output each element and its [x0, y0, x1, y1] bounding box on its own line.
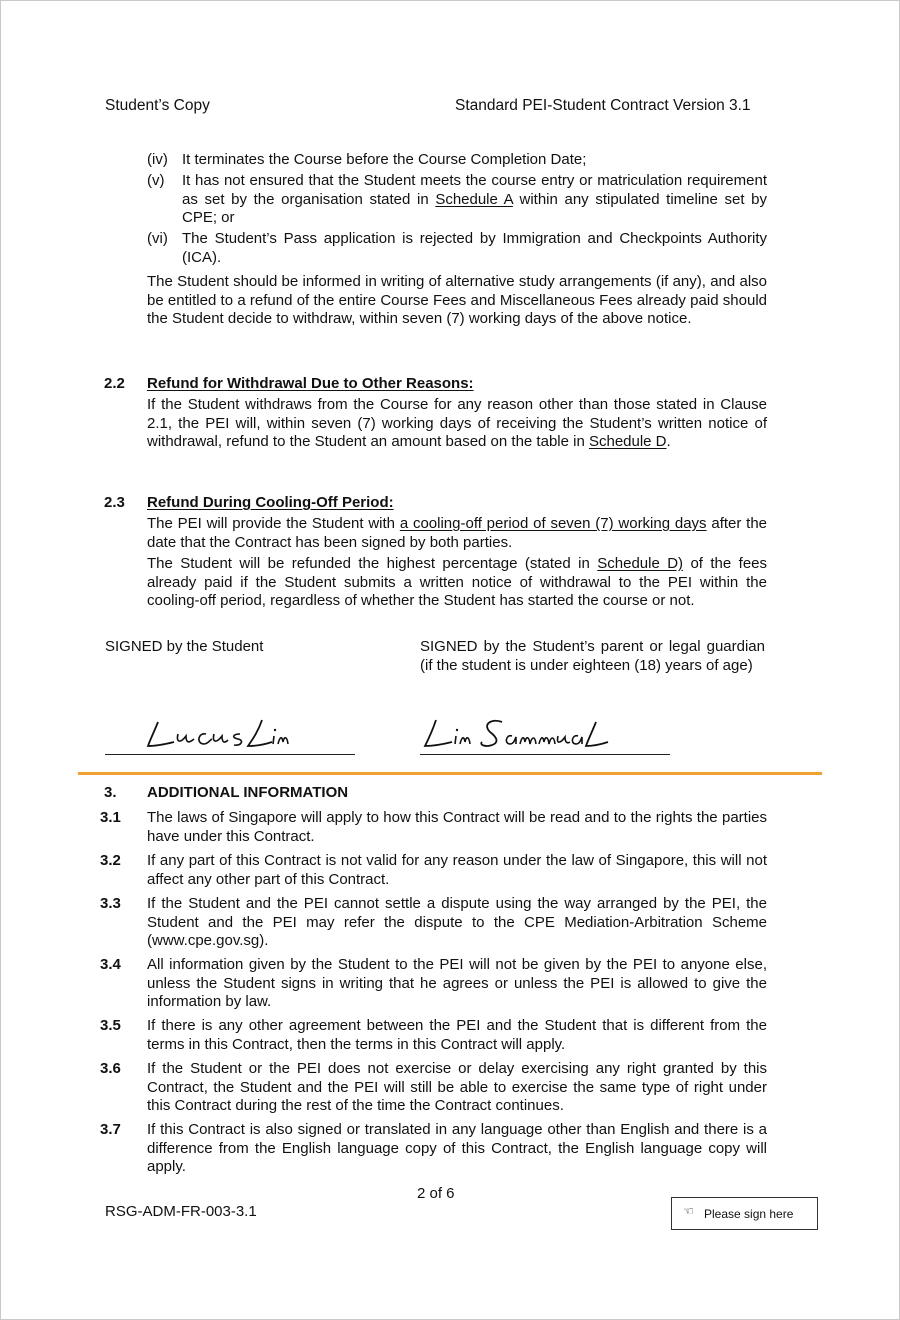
clause-text: The laws of Singapore will apply to how this Contract will be read and to the rights the parties have under this Contract. — [147, 809, 767, 845]
clause-text: If there is any other agreement between the PEI and the Student that is different from the terms in this Contract, then the terms in this Contract will apply. — [147, 1017, 767, 1053]
cooling-off-link: a cooling-off period of seven (7) working days — [399, 515, 707, 532]
paragraph-informed: The Student should be informed in writing of alternative study arrangements (if any), and also be entitled to a refund of the entire Course Fees and Miscellaneous Fees already paid should the Student decide to withdraw, within seven (7) working days of the above notice. — [147, 273, 767, 328]
clause-number: 3.2 — [100, 852, 121, 869]
clause-text: If the Student and the PEI cannot settle a dispute using the way arranged by the PEI, the Student and the PEI may refer the dispute to the CPE Mediation-Arbitration Scheme (www.cpe.gov.sg). — [147, 895, 767, 950]
guardian-signature-label: SIGNED by the Student’s parent or legal guardian (if the student is under eighteen (18) years of age) — [420, 638, 765, 674]
list-item-text: The Student’s Pass application is rejected by Immigration and Checkpoints Authority (ICA). — [182, 230, 767, 266]
please-sign-label: Please sign here — [704, 1207, 794, 1221]
header-right: Standard PEI-Student Contract Version 3.1 — [455, 97, 751, 114]
pointing-hand-icon: ☜ — [683, 1204, 694, 1218]
clause-text: If the Student or the PEI does not exercise or delay exercising any right granted by this Contract, the Student and the PEI will still be able to exercise the same type of right under this Contract during the rest of the time the Contract continues. — [147, 1060, 767, 1115]
list-item-text: It has not ensured that the Student meets the course entry or matriculation requirement as set by the organisation stated in Schedule A within any stipulated timeline set by CPE; or — [182, 172, 767, 227]
section-2-2-number: 2.2 — [104, 375, 125, 392]
schedule-d-link[interactable]: Schedule D — [588, 433, 667, 451]
section-2-3-title: Refund During Cooling-Off Period: — [147, 494, 394, 511]
clause-number: 3.6 — [100, 1060, 121, 1077]
student-signature-label: SIGNED by the Student — [105, 638, 264, 655]
clause-text: If this Contract is also signed or translated in any language other than English and there is a difference from the English language copy of this Contract, the English language copy will apply. — [147, 1121, 767, 1176]
section-divider — [78, 772, 822, 775]
list-item-number: (v) — [147, 172, 165, 189]
list-item-number: (iv) — [147, 151, 168, 168]
student-signature — [140, 706, 290, 754]
header-left: Student’s Copy — [105, 97, 210, 114]
form-code: RSG-ADM-FR-003-3.1 — [105, 1203, 257, 1220]
clause-text: All information given by the Student to the PEI will not be given by the PEI to anyone else, unless the Student signs in writing that he agrees or unless the PEI is allowed to give the information by law. — [147, 956, 767, 1011]
clause-number: 3.7 — [100, 1121, 121, 1138]
section-3-number: 3. — [104, 784, 117, 801]
list-item-text: It terminates the Course before the Course Completion Date; — [182, 151, 587, 168]
clause-number: 3.3 — [100, 895, 121, 912]
section-2-3-paragraph-1: The PEI will provide the Student with a cooling-off period of seven (7) working days after the date that the Contract has been signed by both parties. — [147, 515, 768, 551]
section-2-3-number: 2.3 — [104, 494, 125, 511]
section-3-title: ADDITIONAL INFORMATION — [147, 784, 349, 801]
schedule-a-link[interactable]: Schedule A — [435, 190, 513, 208]
guardian-signature-line — [420, 754, 670, 755]
student-signature-line — [105, 754, 355, 755]
section-2-2-text: If the Student withdraws from the Course for any reason other than those stated in Clause 2.1, the PEI will, within seven (7) working days of receiving the Student’s written notice of withdrawal, refund to the Student an amount based on the table in Schedule D. — [147, 396, 767, 451]
clause-text: If any part of this Contract is not valid for any reason under the law of Singapore, this will not affect any other part of this Contract. — [147, 852, 767, 888]
schedule-d-link[interactable]: Schedule D) — [597, 555, 684, 572]
clause-number: 3.5 — [100, 1017, 121, 1034]
section-2-2-title: Refund for Withdrawal Due to Other Reasons: — [147, 375, 474, 392]
please-sign-button[interactable] — [671, 1197, 818, 1230]
guardian-signature — [420, 706, 610, 754]
clause-number: 3.1 — [100, 809, 121, 826]
section-2-3-paragraph-2: The Student will be refunded the highest percentage (stated in Schedule D) of the fees already paid if the Student submits a written notice of withdrawal to the PEI within the cooling-off period, regardless of whether the Student has started the course or not. — [147, 555, 768, 610]
page-number: 2 of 6 — [417, 1185, 455, 1202]
list-item-number: (vi) — [147, 230, 168, 247]
clause-number: 3.4 — [100, 956, 121, 973]
